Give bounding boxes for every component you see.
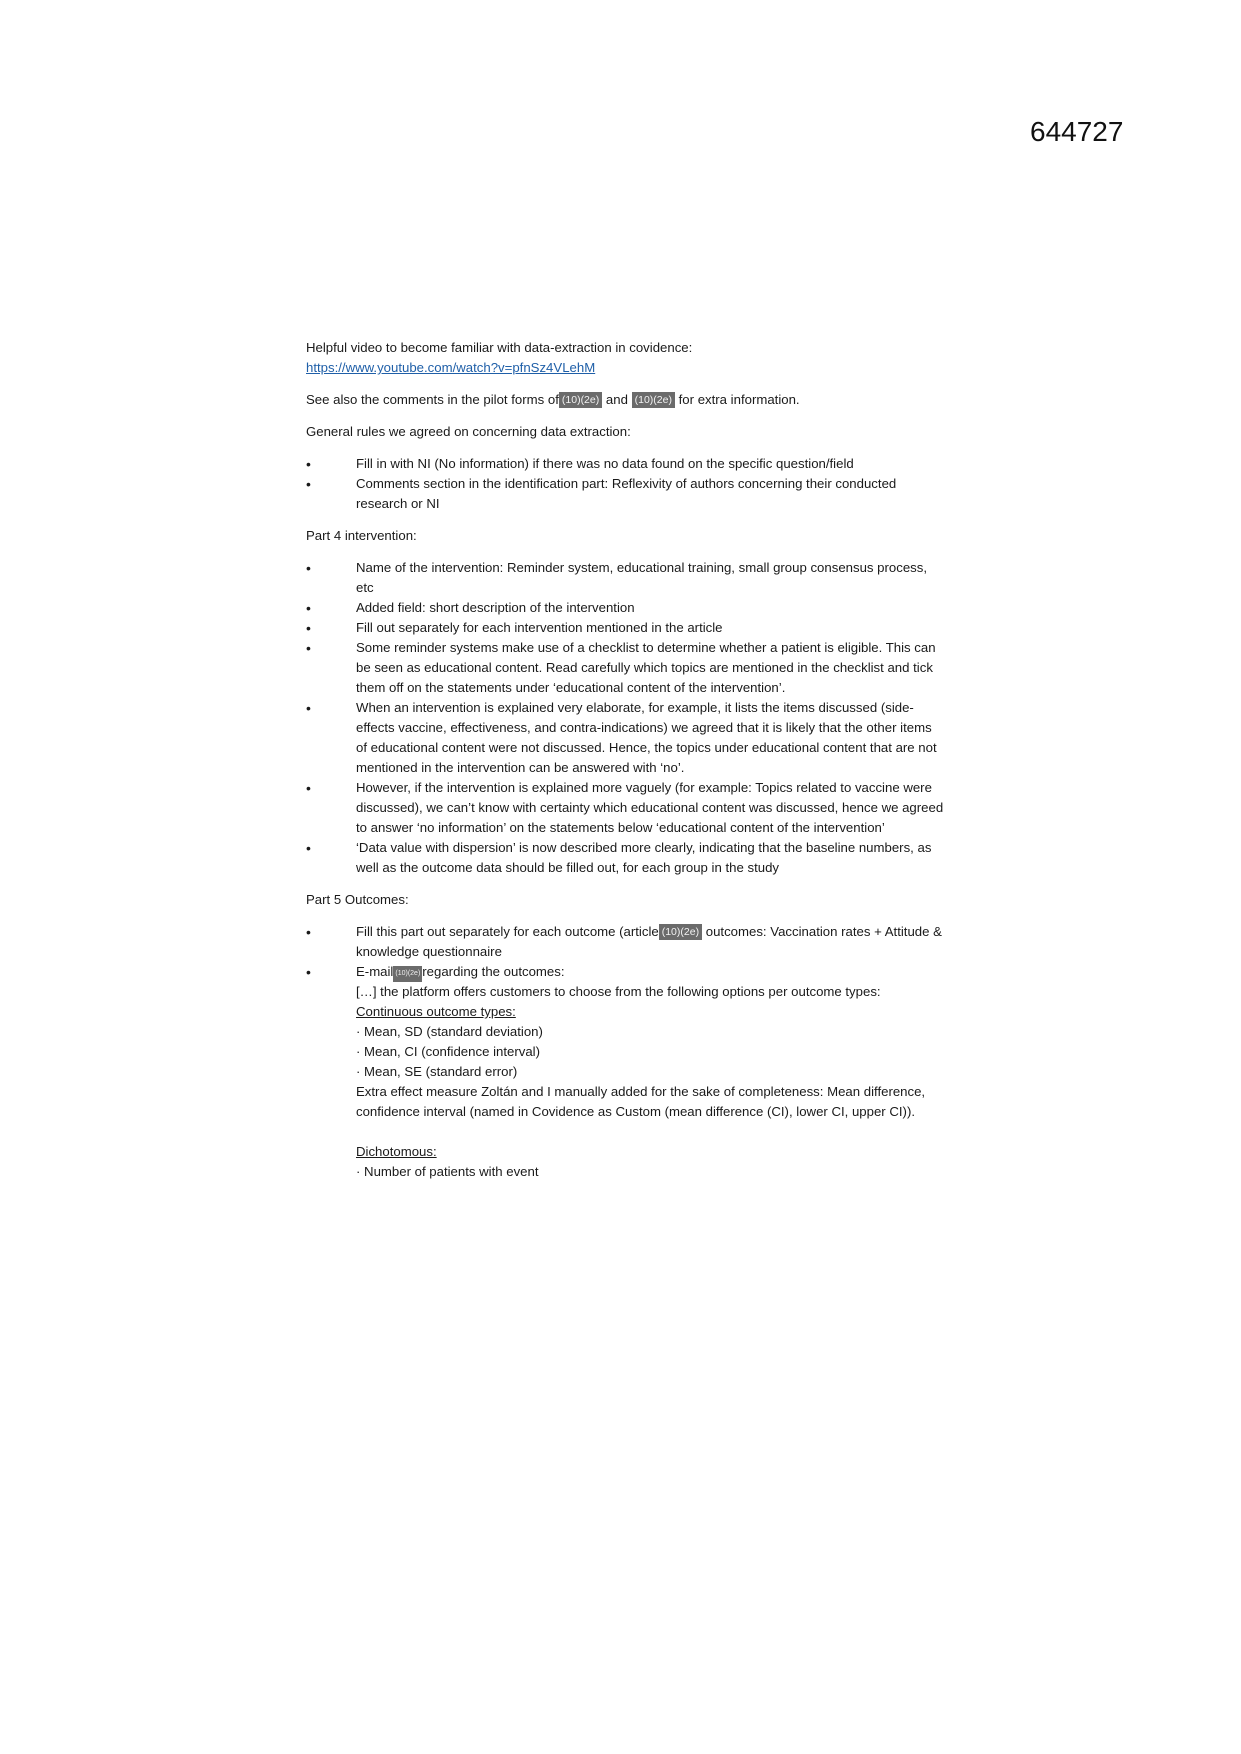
email-after: regarding the outcomes: bbox=[422, 964, 565, 979]
part4-list bbox=[306, 558, 946, 878]
continuous-item: · Mean, SE (standard error) bbox=[356, 1064, 518, 1079]
document-id: 644727 bbox=[1030, 116, 1124, 147]
list-item bbox=[306, 962, 946, 1182]
list-item: • Some reminder systems make use of a checklist to determine whether a patient is eligible. This can be seen as educational content. Read carefully which topics are mentioned in the checklist and tick them off on the statements under ‘educational content of the intervention’. bbox=[306, 638, 946, 698]
dichotomous-heading: Dichotomous: bbox=[356, 1144, 437, 1159]
part5-heading: Part 5 Outcomes: bbox=[306, 892, 409, 907]
list-item: • Added field: short description of the intervention bbox=[306, 598, 946, 618]
list-item: • However, if the intervention is explained more vaguely (for example: Topics related to vaccine were discussed), we can’t know with certainty which educational content was discussed, hence we agreed to answer ‘no information’ on the statements below ‘educational content of the intervention’ bbox=[306, 778, 946, 838]
see-also-mid: and bbox=[605, 392, 628, 407]
redaction-box: (10)(2e) bbox=[393, 966, 422, 982]
continuous-item: · Mean, CI (confidence interval) bbox=[356, 1044, 540, 1059]
youtube-link[interactable]: https://www.youtube.com/watch?v=pfnSz4VLehM bbox=[306, 360, 596, 375]
part4-heading: Part 4 intervention: bbox=[306, 528, 417, 543]
see-also-after: for extra information. bbox=[678, 392, 800, 407]
general-rules-list bbox=[306, 454, 946, 514]
list-item: • Fill out separately for each intervention mentioned in the article bbox=[306, 618, 946, 638]
list-item: • Fill in with NI (No information) if there was no data found on the specific question/field bbox=[306, 454, 946, 474]
list-item: • ‘Data value with dispersion’ is now described more clearly, indicating that the baseline numbers, as well as the outcome data should be filled out, for each group in the study bbox=[306, 838, 946, 878]
document-body bbox=[306, 338, 946, 1194]
list-item: • When an intervention is explained very elaborate, for example, it lists the items discussed (side-effects vaccine, effectiveness, and contra-indications) we agreed that it is likely that the other items of educational content were not discussed. Hence, the topics under educational content that are not mentioned in the intervention can be answered with ‘no’. bbox=[306, 698, 946, 778]
list-item: • Name of the intervention: Reminder system, educational training, small group consensus process, etc bbox=[306, 558, 946, 598]
extra-effect-measure: Extra effect measure Zoltán and I manually added for the sake of completeness: Mean difference, confidence interval (named in Covidence as Custom (mean difference (CI), lower CI, upper CI)). bbox=[356, 1084, 926, 1119]
part5-list bbox=[306, 922, 946, 1182]
list-item bbox=[306, 922, 946, 962]
list-item: • Comments section in the identification part: Reflexivity of authors concerning their conducted research or NI bbox=[306, 474, 946, 514]
redaction-box: (10)(2e) bbox=[659, 924, 702, 940]
outcome-item-after: outcomes: Vaccination rates + Attitude & knowledge questionnaire bbox=[356, 924, 942, 959]
outcome-item-before: Fill this part out separately for each outcome (article bbox=[356, 924, 659, 939]
continuous-item: · Mean, SD (standard deviation) bbox=[356, 1024, 543, 1039]
spacer bbox=[356, 1122, 946, 1142]
see-also-before: See also the comments in the pilot forms of bbox=[306, 392, 559, 407]
intro-text: Helpful video to become familiar with data-extraction in covidence: bbox=[306, 340, 693, 355]
intro-paragraph bbox=[306, 338, 946, 378]
general-rules-heading: General rules we agreed on concerning data extraction: bbox=[306, 424, 631, 439]
see-also-paragraph bbox=[306, 390, 946, 410]
dichotomous-item: · Number of patients with event bbox=[356, 1164, 539, 1179]
redaction-box: (10)(2e) bbox=[632, 392, 675, 408]
email-quote: […] the platform offers customers to choose from the following options per outcome types: bbox=[356, 984, 881, 999]
email-before: E-mail bbox=[356, 964, 394, 979]
redaction-box: (10)(2e) bbox=[559, 392, 602, 408]
continuous-heading: Continuous outcome types: bbox=[356, 1004, 516, 1019]
